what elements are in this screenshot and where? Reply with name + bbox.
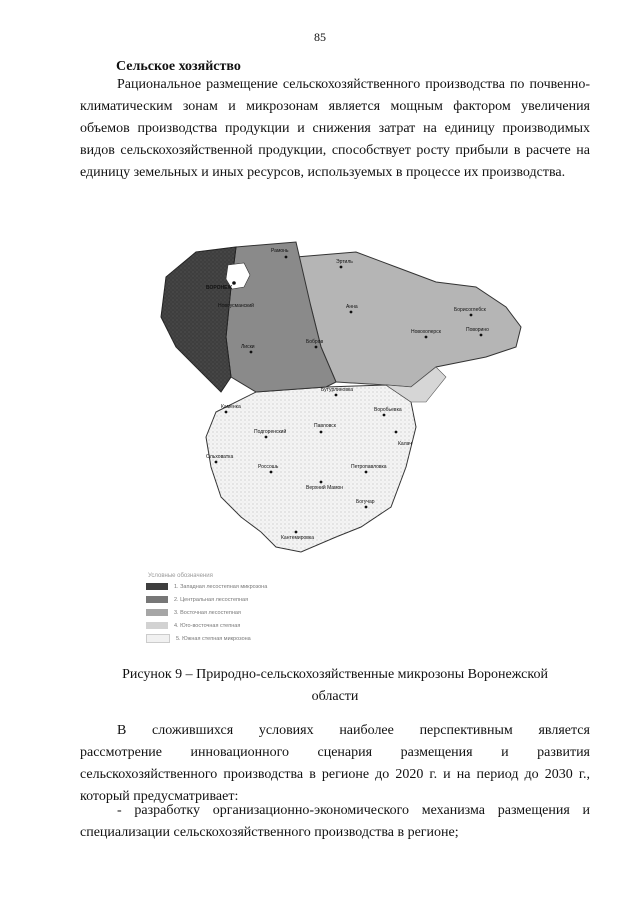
caption-line-1: Рисунок 9 – Природно-сельскохозяйственные микрозоны Воронежской [122,667,548,682]
legend-label: 4. Юго-восточная степная [174,622,241,629]
section-title: Сельское хозяйство [116,59,241,74]
caption-line-2: области [311,689,359,704]
legend-item [146,594,346,605]
map-svg [136,227,536,572]
map-label-boguchar: Богучар [356,499,375,505]
map-label-buturlinovka: Бутурлиновка [321,387,354,393]
map-label-vorobyovka: Воробьевка [374,407,402,413]
legend-swatch [146,622,168,629]
legend-swatch [146,609,168,616]
legend-item [146,620,346,631]
map-label-ertil: Эртиль [336,259,353,265]
map-label-liski: Лиски [241,344,255,350]
paragraph-list-item: - разработку организационно-экономического механизма размещения и специализации сельскохозяйственного производства в регионе; [80,803,590,840]
map-label-kantemirovka: Кантемировка [281,535,314,541]
map-label-ramon: Рамонь [271,248,289,254]
paragraph-intro: Рациональное размещение сельскохозяйственного производства по почвенно-климатическим зонам и микрозонам является мощным фактором увеличения объемов производства продукции и снижения затрат на единицу производимых видов сельскохозяйственной продукции, способствует росту прибыли в расчете на единицу земельных и иных ресурсов, используемых в процессе их производства. [80,77,590,180]
paragraph-scenario: рассмотрение инновационного сценария размещения и развития сельскохозяйственного производства в регионе до 2020 г. и на период до 2030 г., который предусматривает: [80,745,590,804]
map-label-bobrov: Бобров [306,339,324,345]
legend-item [146,633,346,644]
map-legend [146,573,346,644]
map-label-kamenka: Каменка [221,404,241,410]
paragraph-scenario-first-line [80,720,590,742]
map-label-petropavlovka: Петропавловка [351,464,387,470]
map-label-voronezh: ВОРОНЕЖ [206,285,232,291]
legend-swatch [146,634,170,643]
map-label-verkhny-mamon: Верхний Мамон [306,485,344,491]
word: сложившихся [152,723,234,738]
map-label-pavlovsk: Павловск [314,423,336,429]
legend-label: 2. Центральная лесостепная [174,596,249,603]
region-map [136,227,536,572]
word: является [538,723,590,738]
legend-title: Условные обозначения [148,573,213,579]
figure-caption [80,664,590,708]
legend-item [146,581,346,592]
map-label-kalach: Калач [398,441,412,447]
legend-label: 5. Южная степная микрозона [176,635,251,642]
legend-label: 1. Западная лесостепная микрозона [174,583,268,590]
legend-swatch [146,596,168,603]
map-label-podgorensky: Подгоренский [254,429,287,435]
word: наиболее [339,723,394,738]
map-label-olkhovatka: Ольховатка [206,454,234,460]
word: В [117,723,127,738]
map-label-novokhopersk: Новохоперск [411,329,441,335]
map-label-povorino: Поворино [466,327,489,333]
legend-swatch [146,583,168,590]
word: перспективным [419,723,513,738]
map-label-novousman: Новоусманский [218,303,254,309]
legend-item [146,607,346,618]
word: условиях [258,723,314,738]
map-label-rossosh: Россошь [258,464,279,470]
page-number: 85 [314,30,326,44]
map-label-borisoglebsk: Борисоглебск [454,307,486,313]
legend-label: 3. Восточная лесостепная [174,609,241,616]
map-label-anna: Анна [346,304,358,310]
